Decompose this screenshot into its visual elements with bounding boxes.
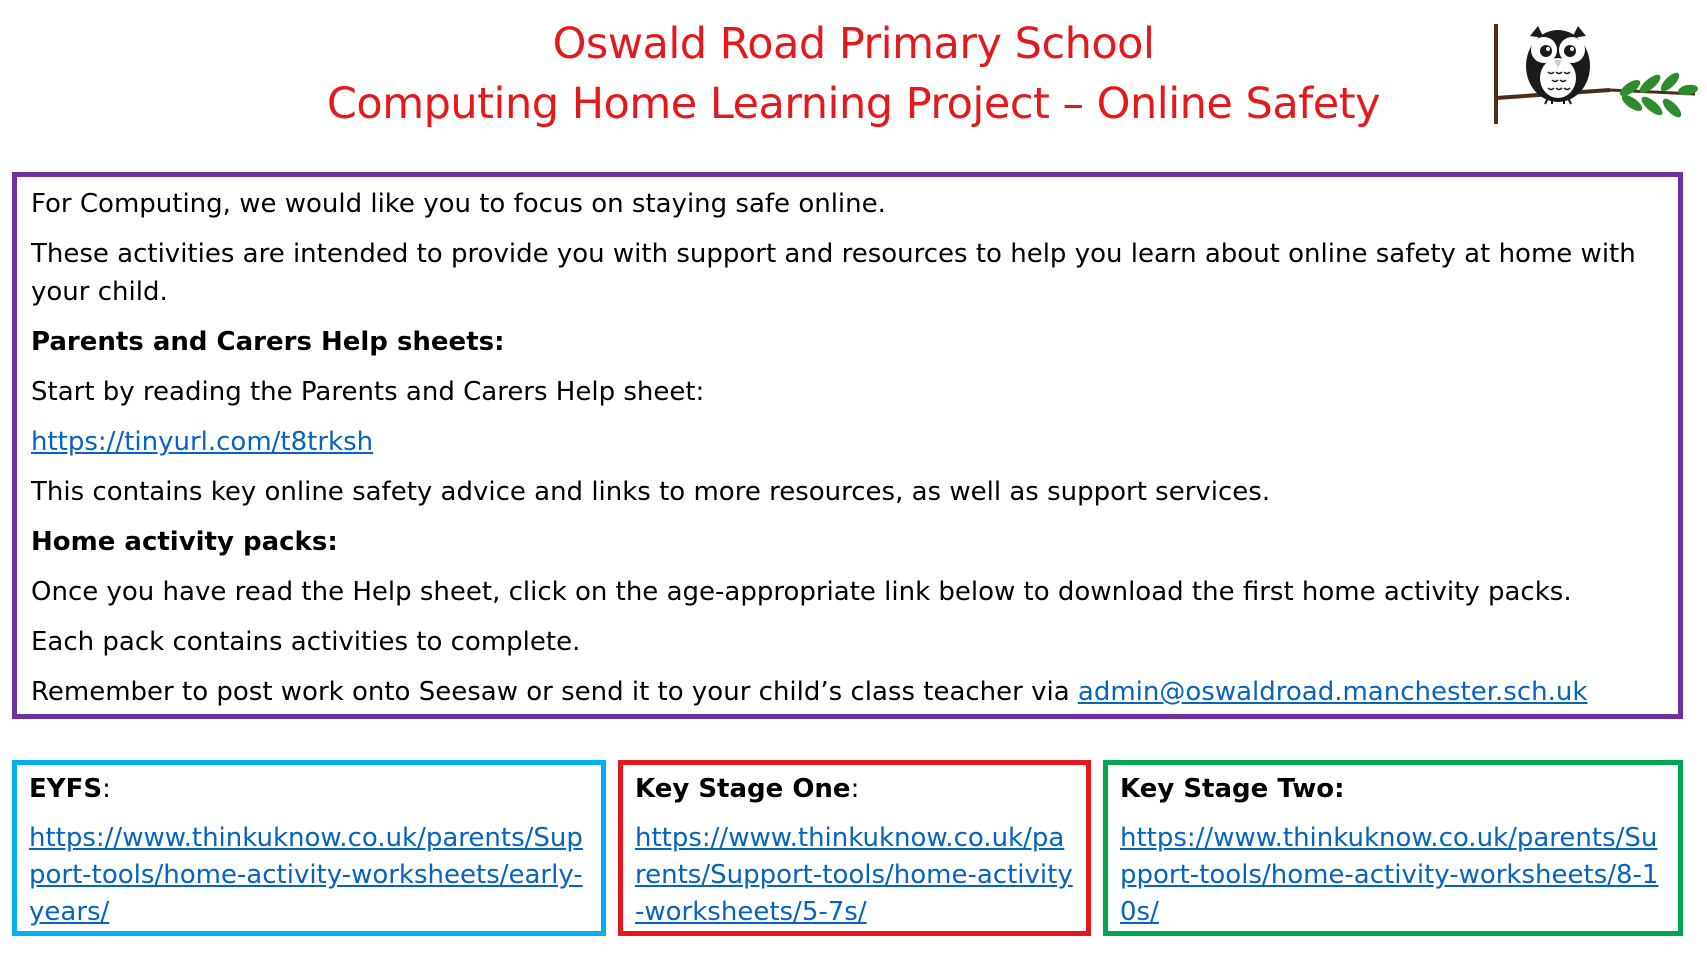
activity-packs-note: Each pack contains activities to complete.	[31, 627, 581, 657]
help-sheet-link[interactable]: https://tinyurl.com/t8trksh	[31, 427, 374, 457]
reminder-text: Remember to post work onto Seesaw or send it to your child’s class teacher via	[31, 677, 1078, 707]
intro-text: For Computing, we would like you to focus on staying safe online.	[31, 189, 886, 219]
ks2-heading	[1120, 771, 1666, 808]
eyfs-worksheet-link[interactable]: https://www.thinkuknow.co.uk/parents/Support-tools/home-activity-worksheets/early-years/	[29, 823, 583, 927]
help-sheets-heading: Parents and Carers Help sheets:	[31, 327, 505, 357]
eyfs-title-suffix: :	[102, 774, 111, 804]
activity-packs-instruction: Once you have read the Help sheet, click on the age-appropriate link below to download the first home activity packs.	[31, 577, 1572, 607]
eyfs-title: EYFS	[29, 774, 103, 804]
purpose-text: These activities are intended to provide you with support and resources to help you learn about online safety at home with your child.	[31, 239, 1636, 307]
ks1-title-suffix: :	[850, 774, 860, 804]
eyfs-heading	[29, 771, 589, 808]
ks1-worksheet-link[interactable]: https://www.thinkuknow.co.uk/parents/Support-tools/home-activity-worksheets/5-7s/	[635, 823, 1073, 927]
admin-email-link[interactable]: admin@oswaldroad.manchester.sch.uk	[1077, 677, 1588, 707]
page-title	[0, 14, 1707, 134]
owl-on-branch-icon	[1490, 18, 1700, 130]
ks1-title: Key Stage One	[635, 774, 851, 804]
reminder-line	[31, 673, 1666, 711]
activity-packs-heading: Home activity packs:	[31, 527, 338, 557]
eyfs-panel	[12, 760, 606, 936]
key-stage-one-panel	[618, 760, 1091, 936]
ks2-title: Key Stage Two:	[1120, 774, 1345, 804]
help-sheet-description: This contains key online safety advice and links to more resources, as well as support services.	[31, 477, 1271, 507]
project-title: Computing Home Learning Project – Online Safety	[326, 79, 1381, 129]
ks1-heading	[635, 771, 1074, 808]
help-sheet-instruction: Start by reading the Parents and Carers Help sheet:	[31, 377, 705, 407]
school-name: Oswald Road Primary School	[552, 19, 1155, 69]
online-safety-info-panel	[12, 172, 1683, 719]
key-stage-two-panel	[1103, 760, 1683, 936]
ks2-worksheet-link[interactable]: https://www.thinkuknow.co.uk/parents/Support-tools/home-activity-worksheets/8-10s/	[1120, 823, 1659, 927]
